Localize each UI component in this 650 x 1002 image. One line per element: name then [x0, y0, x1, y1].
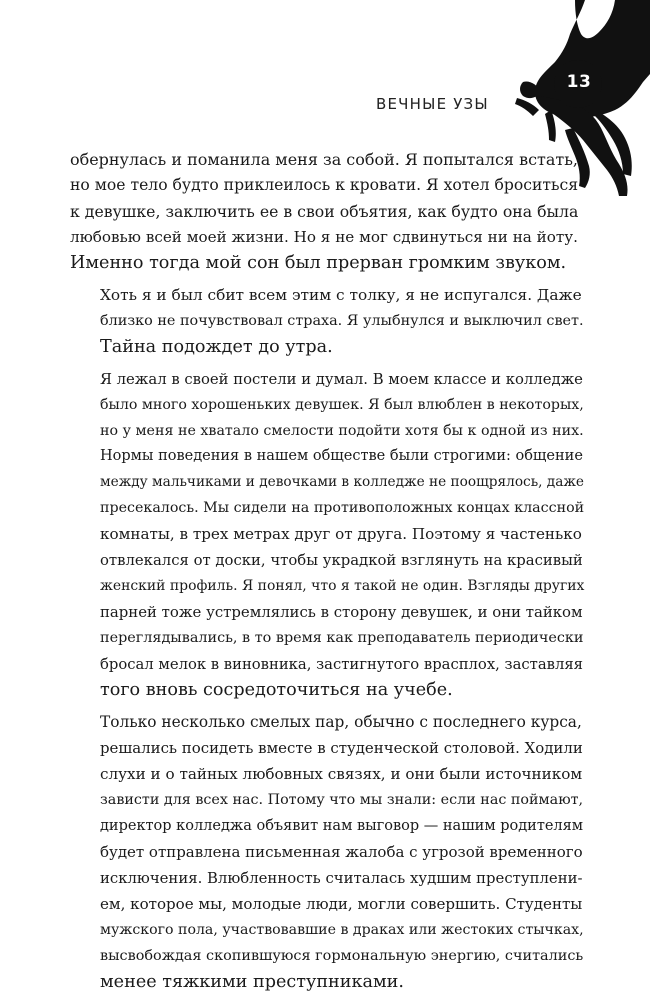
text-line: слухи и о тайных любовных связях, и они были источником [100, 764, 583, 783]
text-line: Именно тогда мой сон был прерван громким звуком. [70, 252, 567, 273]
paragraph [70, 367, 585, 704]
text-line: высвобождая скопившуюся гормональную энергию, считались [100, 947, 584, 964]
text-line: мужского пола, участвовавшие в драках или жестоких стычках, [100, 921, 584, 938]
text-line: того вновь сосредоточиться на учебе. [100, 680, 453, 701]
text-line: решались посидеть вместе в студенческой столовой. Ходили [100, 738, 583, 757]
text-line: Хоть я и был сбит всем этим с толку, я не испугался. Даже [100, 285, 582, 304]
text-line: любовью всей моей жизни. Но я не мог сдвинуться ни на йоту. [70, 227, 578, 246]
body-text [70, 147, 585, 1002]
text-line: бросал мелок в виновника, застигнутого врасплох, заставляя [100, 656, 583, 674]
text-line: близко не почувствовал страха. Я улыбнулся и выключил свет. [100, 312, 584, 329]
text-line: будет отправлена письменная жалоба с угрозой временного [100, 842, 583, 861]
text-line: отвлекался от доски, чтобы украдкой взглянуть на красивый [100, 552, 583, 570]
text-line: парней тоже устремлялись в сторону девушек, и они тайком [100, 603, 583, 622]
text-line: зависти для всех нас. Потому что мы знали: если нас поймают, [100, 791, 584, 808]
running-head-title: ВЕЧНЫЕ УЗЫ [376, 95, 489, 113]
text-line: Я лежал в своей постели и думал. В моем классе и колледже [100, 370, 583, 388]
paragraph [70, 147, 578, 277]
text-line: было много хорошеньких девушек. Я был влюблен в некоторых, [100, 396, 584, 413]
text-line: директор колледжа объявит нам выговор — нашим родителям [100, 817, 584, 834]
text-line: Тайна подождет до утра. [100, 336, 333, 357]
text-line: между мальчиками и девочками в колледже не поощрялось, даже [100, 474, 585, 491]
text-line: комнаты, в трех метрах друг от друга. Поэтому я частенько [100, 525, 582, 544]
text-line: исключения. Влюбленность считалась худшим преступлени- [100, 868, 583, 887]
text-line: Только несколько смелых пар, обычно с последнего курса, [100, 713, 582, 732]
text-line: но у меня не хватало смелости подойти хотя бы к одной из них. [100, 422, 584, 439]
text-line: переглядывались, в то время как преподаватель периодически [100, 630, 584, 647]
paragraph [70, 283, 584, 361]
page-number: 13 [566, 72, 592, 92]
text-line: Нормы поведения в нашем обществе были строгими: общение [100, 448, 583, 465]
text-line: к девушке, заключить ее в свои объятия, как будто она была [70, 201, 579, 221]
text-line: женский профиль. Я понял, что я такой не один. Взгляды других [100, 578, 585, 595]
paragraph [70, 710, 584, 995]
text-line: обернулась и поманила меня за собой. Я попытался встать, [70, 150, 578, 169]
text-line: ем, которое мы, молодые люди, могли совершить. Студенты [100, 894, 583, 913]
text-line: пресекалось. Мы сидели на противоположных концах классной [100, 500, 585, 517]
text-line: но мое тело будто приклеилось к кровати. Я хотел броситься [70, 175, 579, 194]
text-line: менее тяжкими преступниками. [100, 971, 404, 992]
